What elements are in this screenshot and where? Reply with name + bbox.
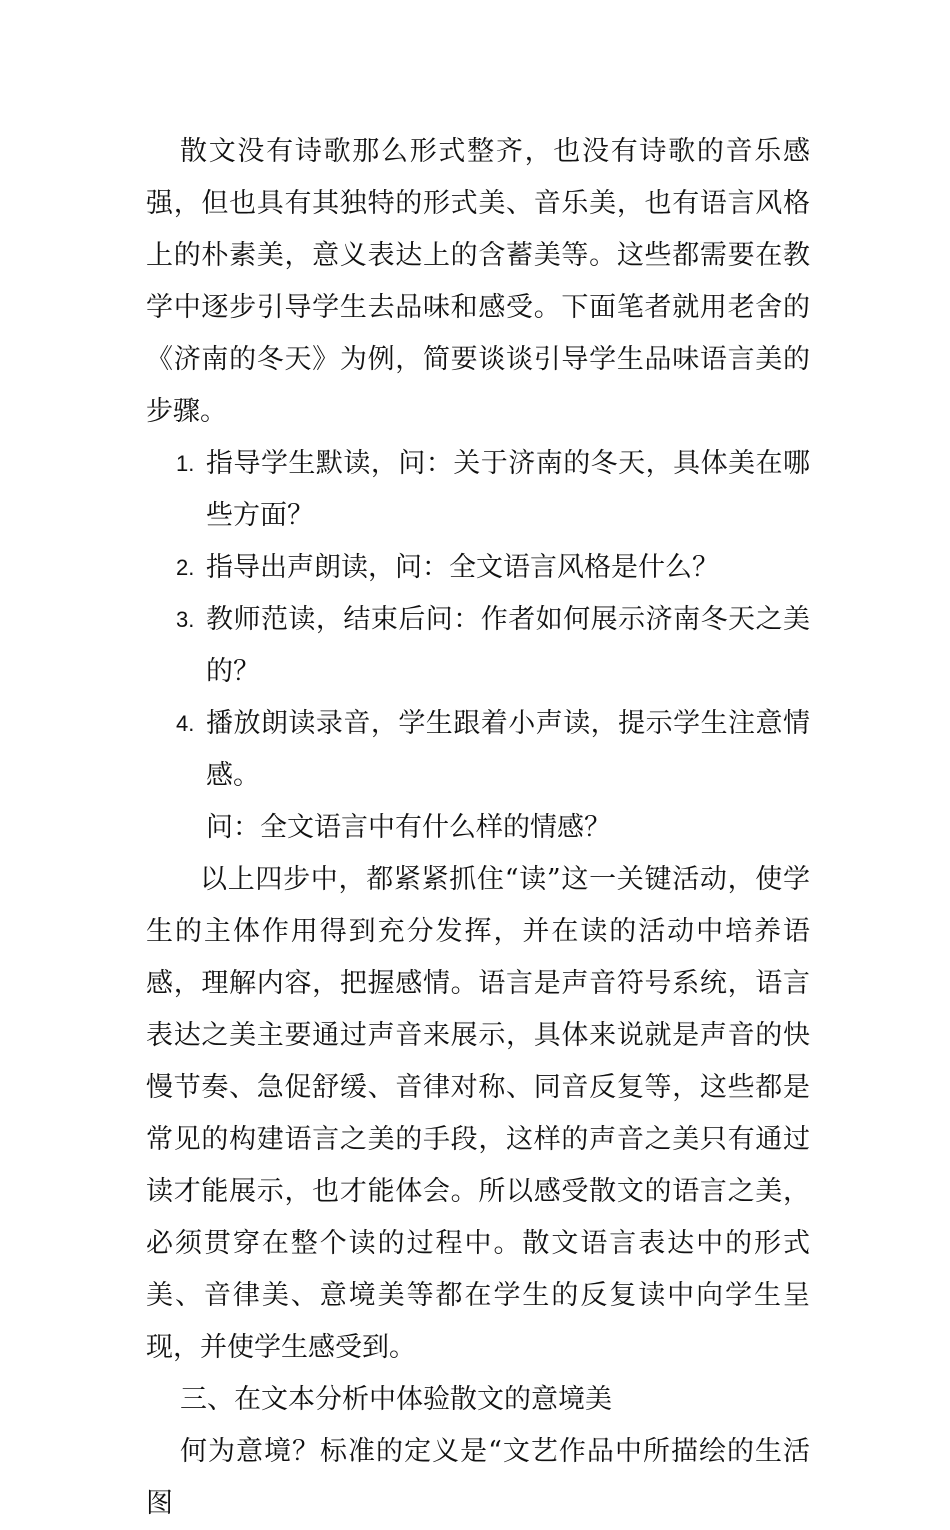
list-number: 3. (176, 607, 195, 632)
section-heading: 三、在文本分析中体验散文的意境美 (180, 1384, 612, 1415)
list-item (146, 542, 810, 594)
list-number: 1. (176, 451, 195, 476)
list-text: 播放朗读录音，学生跟着小声读，提示学生注意情感。 (206, 708, 810, 791)
list-text: 教师范读，结束后问：作者如何展示济南冬天之美的？ (206, 604, 810, 687)
paragraph-definition: 何为意境？标准的定义是“文艺作品中所描绘的生活图 (146, 1436, 810, 1519)
paragraph-intro: 散文没有诗歌那么形式整齐，也没有诗歌的音乐感强，但也具有其独特的形式美、音乐美，也有语言风格上的朴素美，意义表达上的含蓄美等。这些都需要在教学中逐步引导学生去品味和感受。下面笔者就用老舍的《济南的冬天》为例，简要谈谈引导学生品味语言美的步骤。 (146, 136, 810, 427)
list-item-continuation: 问：全文语言中有什么样的情感？ (206, 812, 611, 843)
reading-steps-list (146, 438, 810, 802)
paragraph-analysis: 以上四步中，都紧紧抓住“读”这一关键活动，使学生的主体作用得到充分发挥，并在读的活动中培养语感，理解内容，把握感情。语言是声音符号系统，语言表达之美主要通过声音来展示，具体来说就是声音的快慢节奏、急促舒缓、音律对称、同音反复等，这些都是常见的构建语言之美的手段，这样的声音之美只有通过读才能展示，也才能体会。所以感受散文的语言之美，必须贯穿在整个读的过程中。散文语言表达中的形式美、音律美、意境美等都在学生的反复读中向学生呈现，并使学生感受到。 (146, 864, 810, 1363)
list-item (146, 594, 810, 698)
list-text: 指导出声朗读，问：全文语言风格是什么？ (206, 552, 719, 583)
list-item (146, 438, 810, 542)
body-text (146, 126, 810, 1530)
list-text: 指导学生默读，问：关于济南的冬天，具体美在哪些方面？ (206, 448, 810, 531)
list-item (146, 698, 810, 802)
list-number: 2. (176, 555, 195, 580)
list-number: 4. (176, 711, 195, 736)
